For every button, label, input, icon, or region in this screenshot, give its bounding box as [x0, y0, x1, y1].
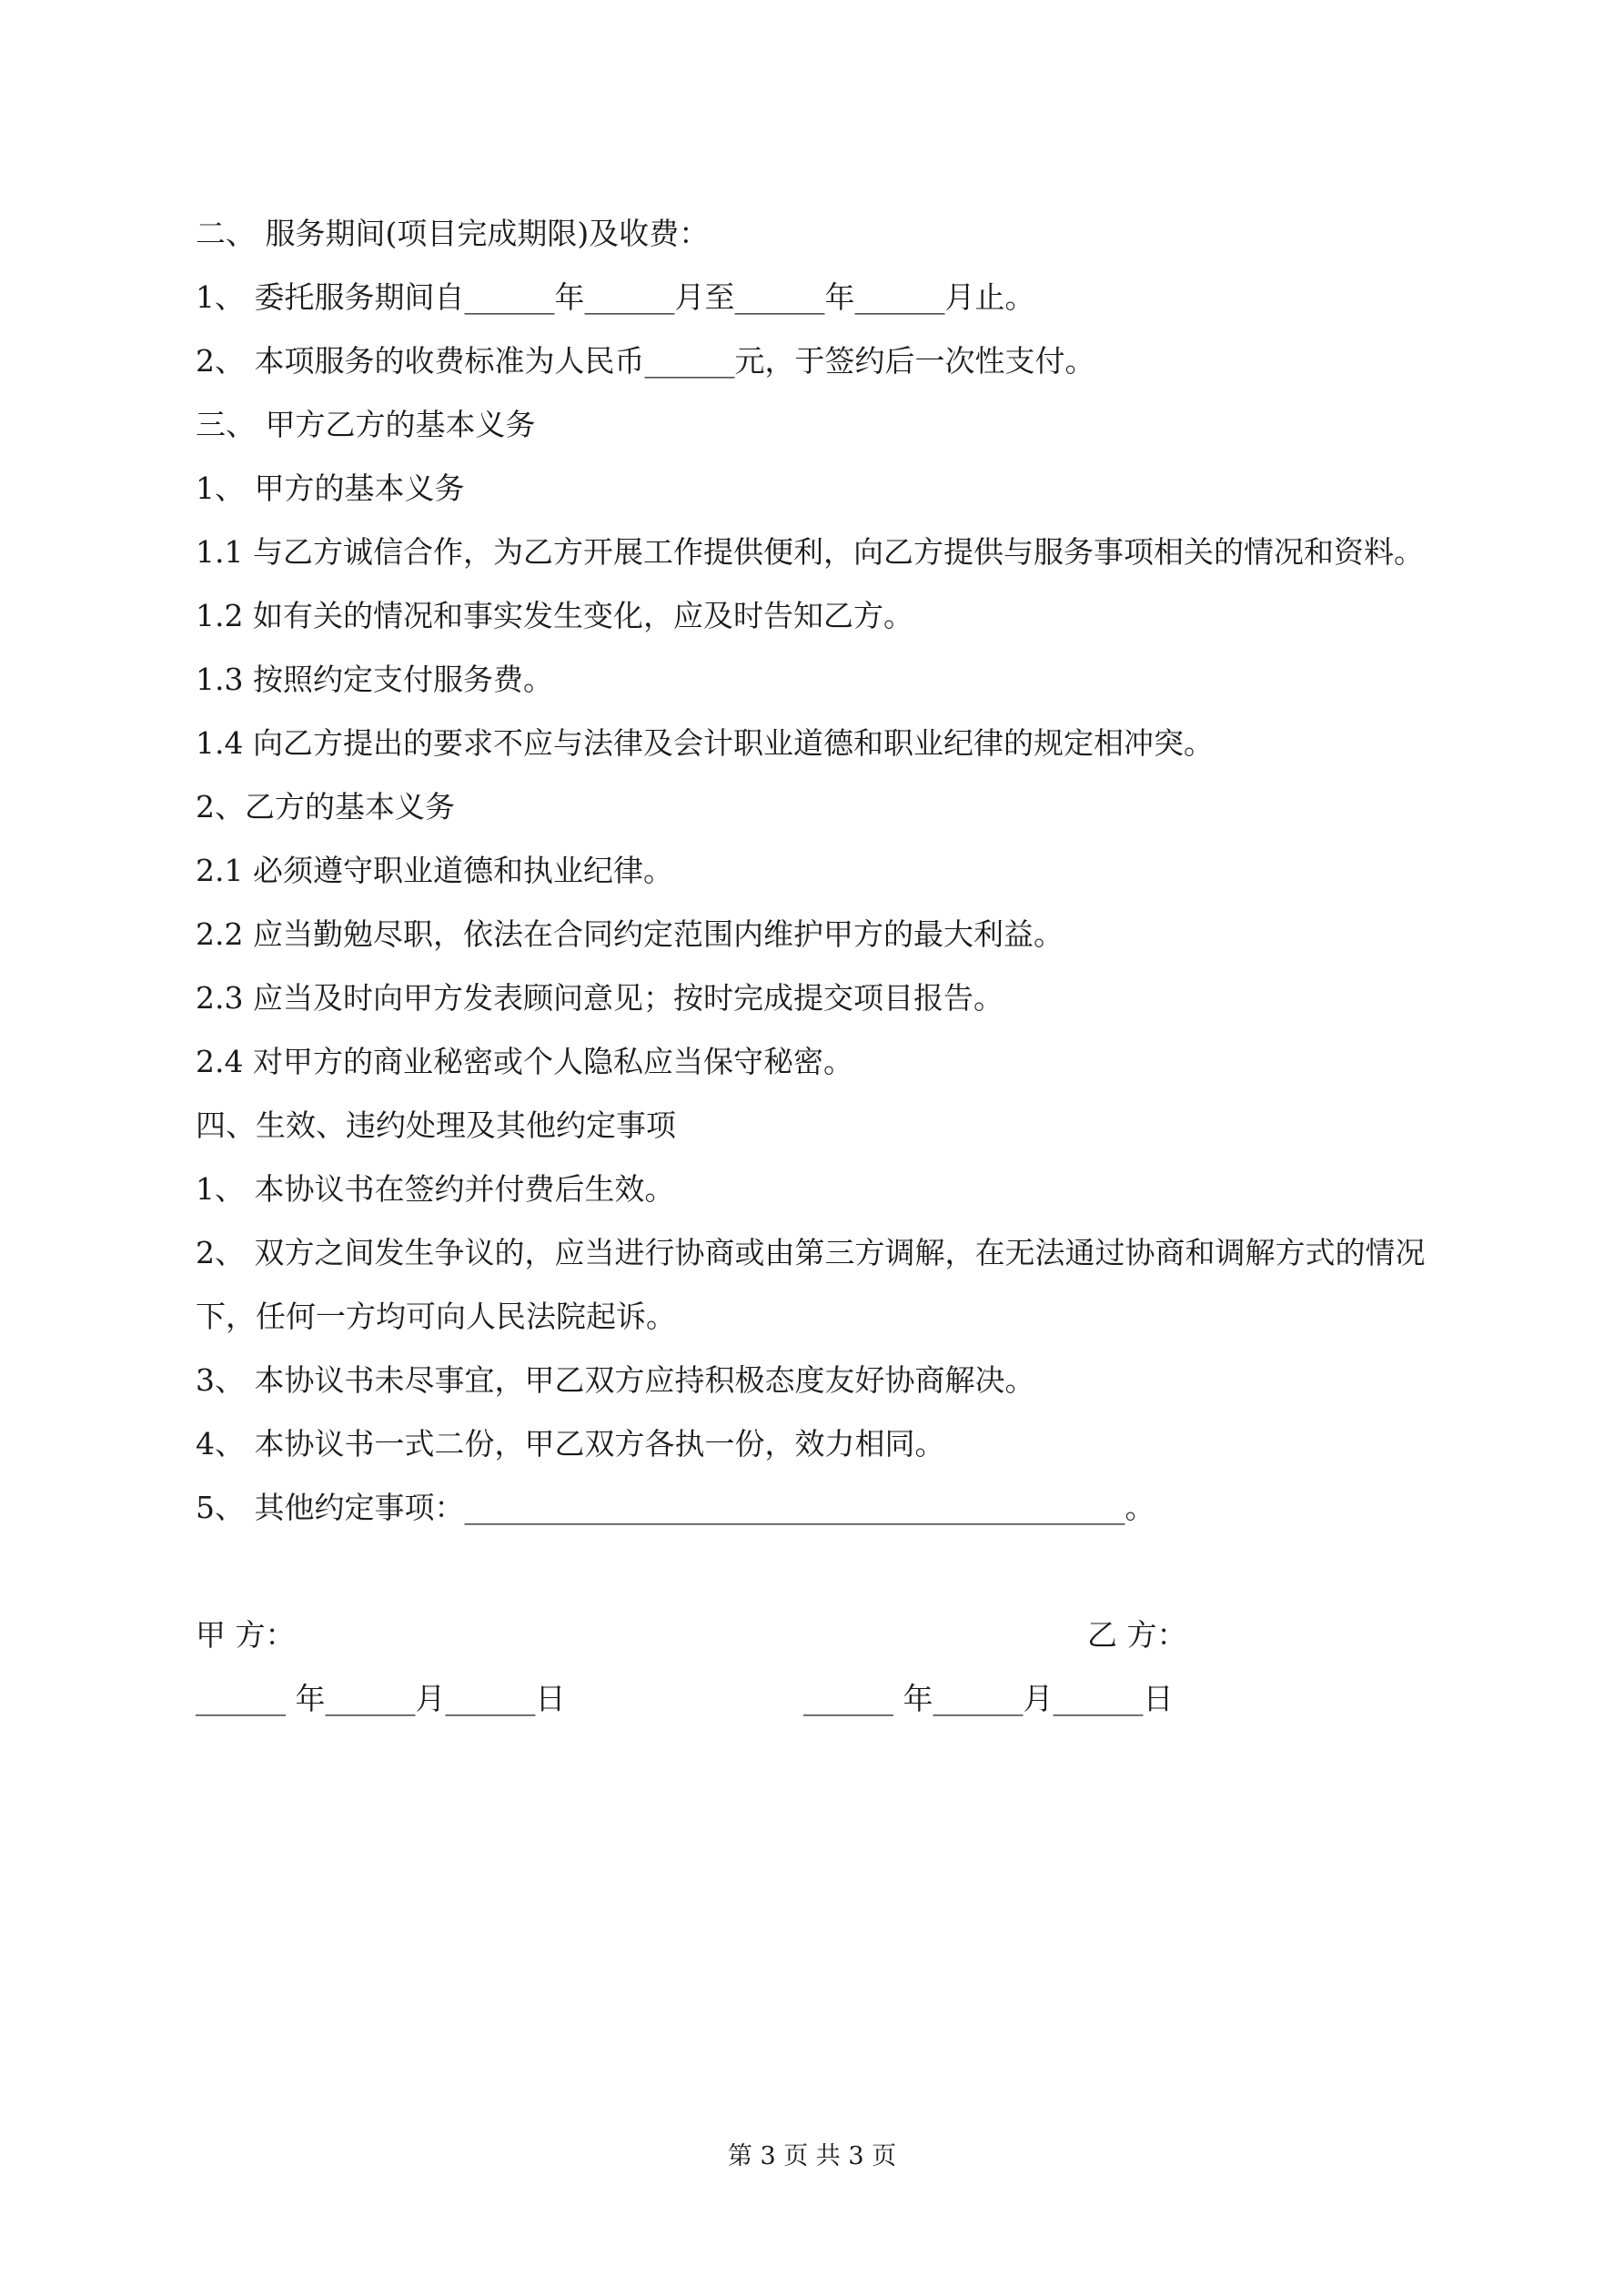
party-a-obligation-1-1: 1.1 与乙方诚信合作，为乙方开展工作提供便利，向乙方提供与服务事项相关的情况和资料。 — [196, 534, 1424, 570]
party-b-obligation-2-3: 2.3 应当及时向甲方发表顾问意见；按时完成提交项目报告。 — [196, 980, 1004, 1016]
party-b-obligation-2-2: 2.2 应当勤勉尽职，依法在合同约定范围内维护甲方的最大利益。 — [196, 916, 1064, 952]
section-4-item-3: 3、 本协议书未尽事宜，甲乙双方应持积极态度友好协商解决。 — [196, 1362, 1035, 1398]
section-4-item-1: 1、 本协议书在签约并付费后生效。 — [196, 1171, 675, 1207]
spacer — [196, 1540, 1451, 1603]
document-body — [196, 202, 1451, 1731]
section-2-item-2: 2、 本项服务的收费标准为人民币______元，于签约后一次性支付。 — [196, 343, 1095, 379]
party-b-obligations-heading: 2、乙方的基本义务 — [196, 789, 455, 824]
party-a-date: ______ 年______月______日 — [196, 1681, 566, 1716]
party-a-obligation-1-2: 1.2 如有关的情况和事实发生变化，应及时告知乙方。 — [196, 598, 913, 633]
party-a-label: 甲 方： — [196, 1617, 296, 1653]
party-b-obligation-2-1: 2.1 必须遵守职业道德和执业纪律。 — [196, 853, 673, 888]
party-a-obligation-1-3: 1.3 按照约定支付服务费。 — [196, 662, 553, 697]
section-2-item-1: 1、 委托服务期间自______年______月至______年______月止。 — [196, 279, 1035, 315]
party-a-obligation-1-4: 1.4 向乙方提出的要求不应与法律及会计职业道德和职业纪律的规定相冲突。 — [196, 725, 1214, 761]
section-2-heading: 二、 服务期间(项目完成期限)及收费： — [196, 216, 710, 251]
section-4-item-5: 5、 其他约定事项：____________________________________________。 — [196, 1490, 1155, 1525]
signature-labels-row — [196, 1603, 1451, 1667]
section-4-item-2: 2、 双方之间发生争议的，应当进行协商或由第三方调解，在无法通过协商和调解方式的情况下，任何一方均可向人民法院起诉。 — [196, 1235, 1426, 1334]
section-4-item-4: 4、 本协议书一式二份，甲乙双方各执一份，效力相同。 — [196, 1426, 945, 1462]
section-3-heading: 三、 甲方乙方的基本义务 — [196, 407, 536, 442]
party-a-obligations-heading: 1、 甲方的基本义务 — [196, 470, 465, 506]
party-b-label: 乙 方： — [1087, 1617, 1187, 1653]
section-4-heading: 四、生效、违约处理及其他约定事项 — [196, 1108, 676, 1143]
party-b-obligation-2-4: 2.4 对甲方的商业秘密或个人隐私应当保守秘密。 — [196, 1044, 853, 1079]
party-b-date: ______ 年______月______日 — [803, 1681, 1174, 1716]
signature-dates-row — [196, 1667, 1451, 1731]
page-footer: 第 3 页 共 3 页 — [727, 2142, 897, 2170]
